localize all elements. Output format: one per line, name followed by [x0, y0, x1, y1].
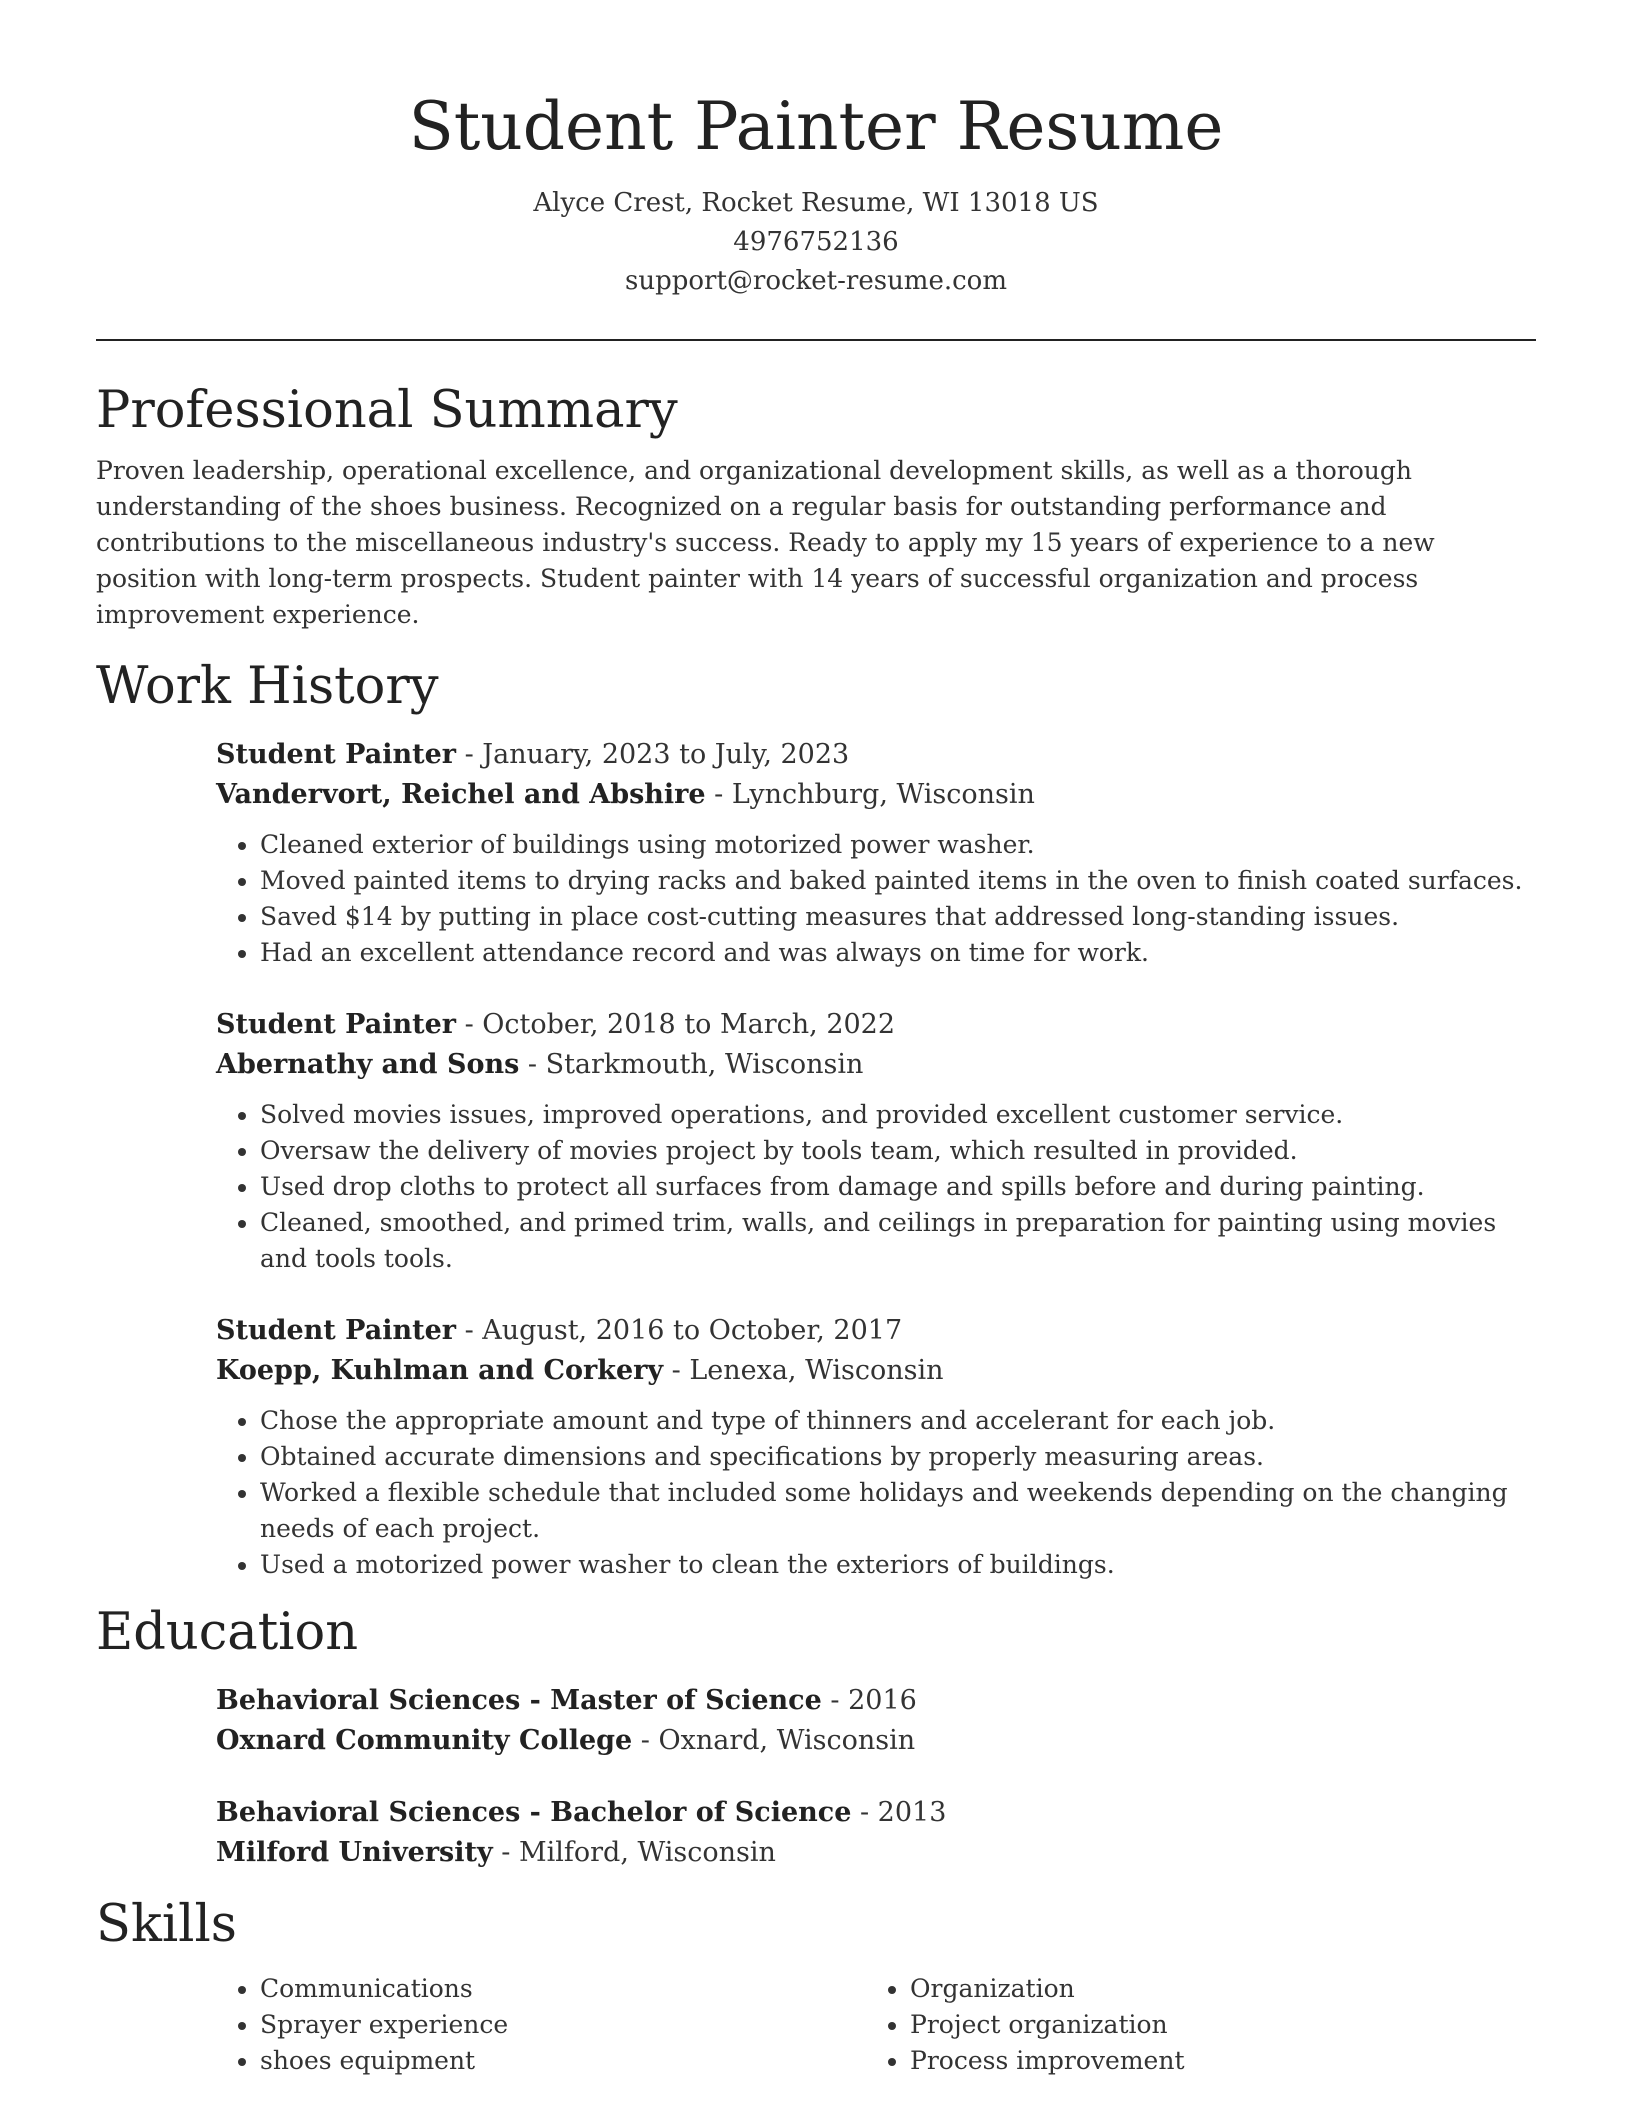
- education-heading: Education: [96, 1603, 359, 1662]
- school-name: Oxnard Community College: [216, 1725, 633, 1756]
- list-item: • Solved movies issues, improved operations, and provided excellent customer service.: [260, 1097, 1536, 1133]
- job-title-line: [216, 735, 1536, 775]
- list-item: • Obtained accurate dimensions and specifications by properly measuring areas.: [260, 1439, 1536, 1475]
- degree-title: Behavioral Sciences - Master of Science: [216, 1685, 822, 1716]
- job-title-line: [216, 1311, 1536, 1351]
- work-history-section: [96, 653, 1536, 1583]
- skills-list-right: [866, 1971, 1536, 2079]
- education-entry: [216, 1793, 1536, 1873]
- job-title-line: [216, 1005, 1536, 1045]
- job-entry: [216, 1005, 1536, 1277]
- job-title: Student Painter: [216, 1315, 456, 1346]
- degree-year: - 2016: [821, 1685, 917, 1716]
- page-title: Student Painter Resume: [408, 88, 1224, 165]
- contact-phone: 4976752136: [733, 227, 899, 257]
- list-item: • Used drop cloths to protect all surfaces from damage and spills before and during painting.: [260, 1169, 1536, 1205]
- work-history-heading: Work History: [96, 657, 439, 716]
- job-company: Abernathy and Sons: [216, 1049, 520, 1080]
- contact-email: support@rocket-resume.com: [624, 266, 1007, 296]
- skill-item: • shoes equipment: [260, 2043, 866, 2079]
- summary-heading: Professional Summary: [96, 381, 678, 440]
- job-bullets: [216, 1403, 1536, 1583]
- degree-title: Behavioral Sciences - Bachelor of Science: [216, 1797, 852, 1828]
- list-item: • Had an excellent attendance record and was always on time for work.: [260, 935, 1536, 971]
- summary-section: [96, 377, 1536, 633]
- header-divider: [96, 339, 1536, 341]
- skill-item: • Sprayer experience: [260, 2007, 866, 2043]
- list-item: • Used a motorized power washer to clean the exteriors of buildings.: [260, 1547, 1536, 1583]
- job-company-line: [216, 1351, 1536, 1391]
- job-location: - Starkmouth, Wisconsin: [519, 1049, 864, 1080]
- skill-item: • Communications: [260, 1971, 866, 2007]
- list-item: • Cleaned exterior of buildings using motorized power washer.: [260, 827, 1536, 863]
- job-title: Student Painter: [216, 739, 456, 770]
- school-name: Milford University: [216, 1837, 493, 1868]
- job-location: - Lynchburg, Wisconsin: [705, 779, 1035, 810]
- job-location: - Lenexa, Wisconsin: [663, 1355, 944, 1386]
- list-item: • Cleaned, smoothed, and primed trim, walls, and ceilings in preparation for painting using movies and tools tools.: [260, 1205, 1536, 1277]
- job-dates: - August, 2016 to October, 2017: [456, 1315, 903, 1346]
- school-line: [216, 1721, 1536, 1761]
- job-company: Vandervort, Reichel and Abshire: [216, 779, 706, 810]
- job-company: Koepp, Kuhlman and Corkery: [216, 1355, 664, 1386]
- job-bullets: [216, 827, 1536, 971]
- school-location: - Oxnard, Wisconsin: [632, 1725, 916, 1756]
- list-item: • Oversaw the delivery of movies project by tools team, which resulted in provided.: [260, 1133, 1536, 1169]
- skills-grid: [216, 1971, 1536, 2079]
- contact-address: Alyce Crest, Rocket Resume, WI 13018 US: [533, 188, 1099, 218]
- skill-item: • Organization: [910, 1971, 1536, 2007]
- job-company-line: [216, 775, 1536, 815]
- list-item: • Saved $14 by putting in place cost-cutting measures that addressed long-standing issues.: [260, 899, 1536, 935]
- skills-section: [96, 1891, 1536, 2079]
- education-section: [96, 1599, 1536, 1873]
- resume-header: [96, 0, 1536, 301]
- list-item: • Chose the appropriate amount and type of thinners and accelerant for each job.: [260, 1403, 1536, 1439]
- skill-item: • Process improvement: [910, 2043, 1536, 2079]
- degree-year: - 2013: [851, 1797, 947, 1828]
- job-bullets: [216, 1097, 1536, 1277]
- job-entry: [216, 1311, 1536, 1583]
- list-item: • Worked a flexible schedule that included some holidays and weekends depending on the changing needs of each project.: [260, 1475, 1536, 1547]
- summary-text: Proven leadership, operational excellence, and organizational development skills, as well as a thorough understanding of the shoes business. Recognized on a regular basis for outstanding performance and contributions to the miscellaneous industry's success. Ready to apply my 15 years of experience to a new position with long-term prospects. Student painter with 14 years of successful organization and process improvement experience.: [96, 456, 1435, 629]
- school-line: [216, 1833, 1536, 1873]
- contact-info: [96, 184, 1536, 301]
- list-item: • Moved painted items to drying racks and baked painted items in the oven to finish coated surfaces.: [260, 863, 1536, 899]
- job-entry: [216, 735, 1536, 971]
- degree-line: [216, 1681, 1536, 1721]
- degree-line: [216, 1793, 1536, 1833]
- skills-list-left: [216, 1971, 866, 2079]
- education-entry: [216, 1681, 1536, 1761]
- skills-heading: Skills: [96, 1895, 237, 1954]
- school-location: - Milford, Wisconsin: [492, 1837, 776, 1868]
- job-dates: - October, 2018 to March, 2022: [456, 1009, 896, 1040]
- skill-item: • Project organization: [910, 2007, 1536, 2043]
- job-company-line: [216, 1045, 1536, 1085]
- job-title: Student Painter: [216, 1009, 456, 1040]
- job-dates: - January, 2023 to July, 2023: [456, 739, 850, 770]
